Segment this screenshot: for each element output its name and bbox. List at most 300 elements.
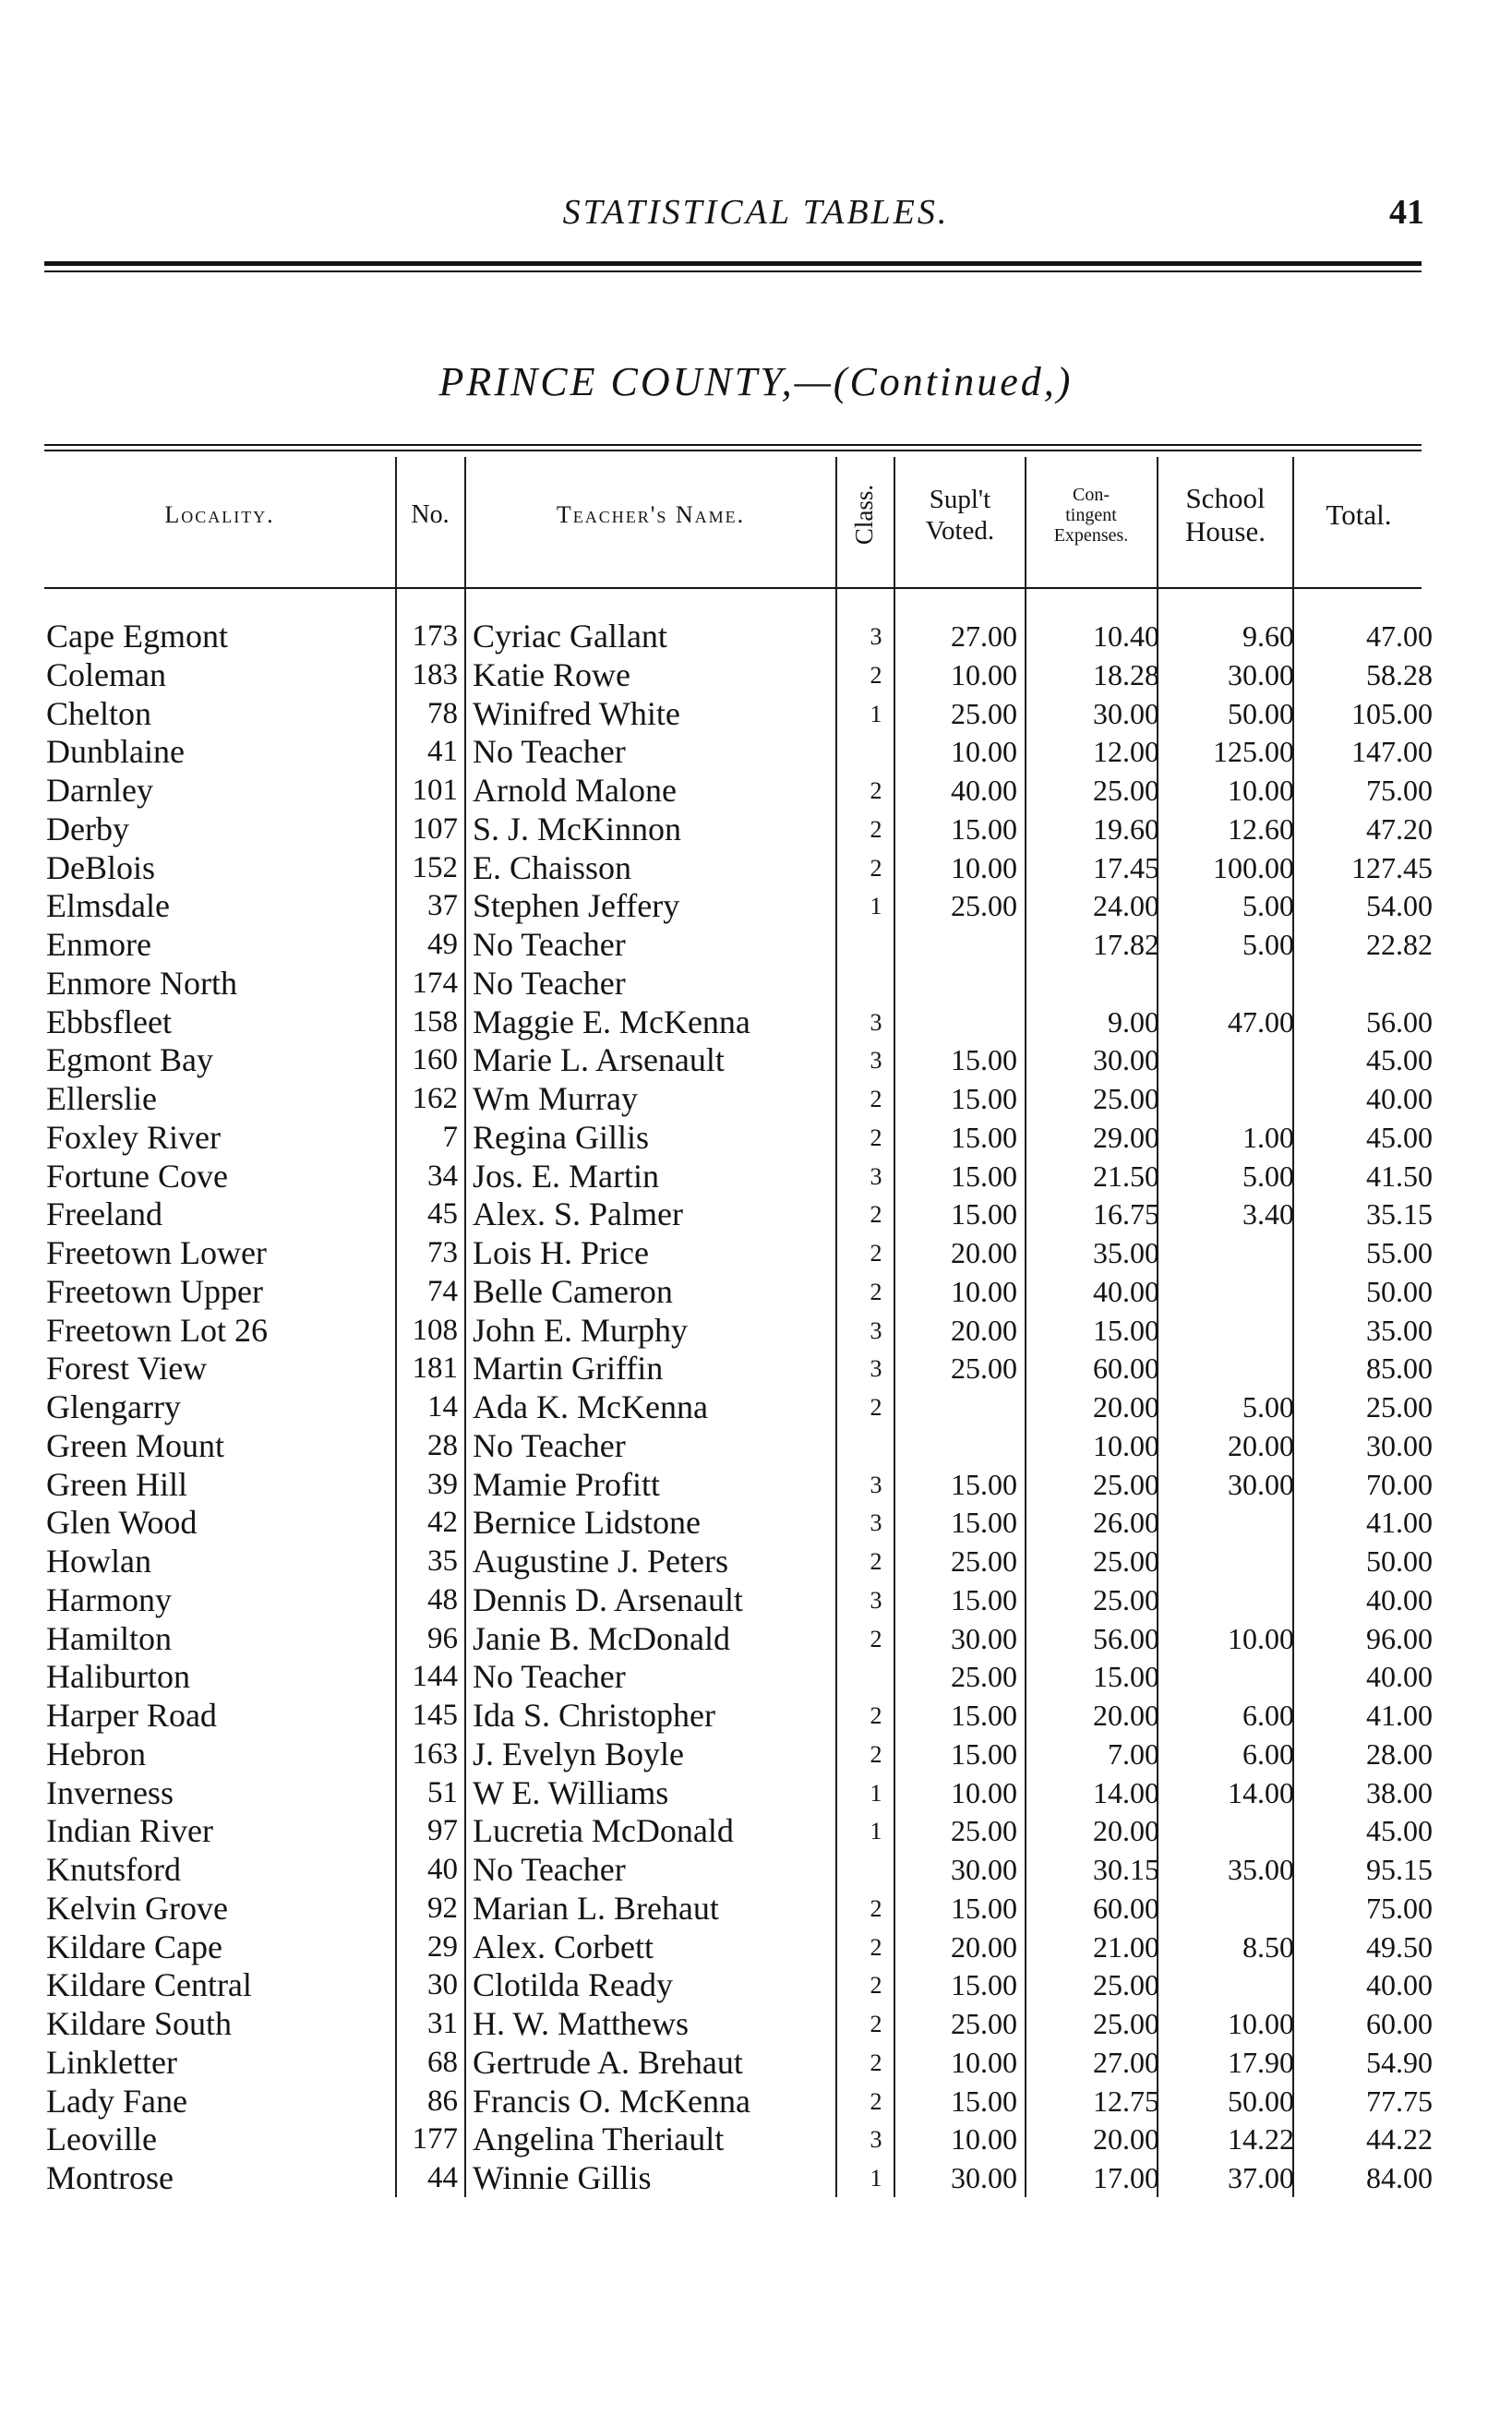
cell-locality: Enmore <box>46 926 151 963</box>
cell-school-house: 125.00 <box>1213 735 1294 769</box>
cell-contingent-expenses: 17.82 <box>1093 928 1159 961</box>
cell-total <box>1302 965 1433 1003</box>
header-school-line1: School <box>1185 481 1266 514</box>
cell-contingent-expenses: 21.50 <box>1093 1159 1159 1193</box>
cell-contingent-expenses: 16.75 <box>1093 1197 1159 1232</box>
cell-teacher-name: Alex. Corbett <box>473 1928 654 1965</box>
cell-teacher-name: Stephen Jeffery <box>473 887 680 925</box>
cell-total: 84.00 <box>1366 2161 1433 2194</box>
header-contingent-expenses <box>1026 457 1156 572</box>
cell-total: 75.00 <box>1366 1891 1433 1925</box>
cell-locality: Green Hill <box>46 1465 187 1503</box>
header-locality: Locality. <box>164 500 275 528</box>
cell-supl-voted <box>905 1388 1017 1427</box>
cell-contingent-expenses: 12.00 <box>1093 735 1159 769</box>
cell-school-house: 6.00 <box>1242 1736 1294 1771</box>
cell-locality: DeBlois <box>46 848 156 886</box>
table-row <box>0 849 1512 888</box>
cell-class: 1 <box>870 1779 882 1807</box>
cell-total: 40.00 <box>1366 1660 1433 1694</box>
cell-contingent-expenses: 56.00 <box>1093 1621 1159 1655</box>
cell-school-house <box>1163 1312 1294 1351</box>
cell-supl-voted: 25.00 <box>951 1352 1017 1386</box>
cell-class: 3 <box>870 1162 882 1190</box>
cell-teacher-name: Alex. S. Palmer <box>473 1195 683 1233</box>
cell-school-house: 30.00 <box>1228 657 1294 691</box>
cell-school-house <box>1163 1890 1294 1928</box>
cell-school-number: 7 <box>442 1120 458 1154</box>
cell-teacher-name: Lucretia McDonald <box>473 1812 734 1850</box>
cell-contingent-expenses: 20.00 <box>1093 2122 1159 2157</box>
cell-teacher-name: W E. Williams <box>473 1773 669 1811</box>
cell-school-house: 6.00 <box>1242 1699 1294 1732</box>
cell-class <box>863 1851 889 1890</box>
cell-teacher-name: Cyriac Gallant <box>473 618 667 655</box>
cell-teacher-name: Angelina Theriault <box>473 2121 725 2158</box>
cell-supl-voted: 15.00 <box>951 1506 1017 1540</box>
table-row <box>0 1041 1512 1080</box>
cell-supl-voted: 27.00 <box>951 619 1017 653</box>
header-no: No. <box>411 499 450 529</box>
cell-class <box>863 965 889 1003</box>
cell-teacher-name: Wm Murray <box>473 1080 638 1117</box>
cell-school-house <box>1163 1812 1294 1851</box>
table-row <box>0 1234 1512 1273</box>
cell-school-house: 10.00 <box>1228 774 1294 807</box>
cell-supl-voted: 10.00 <box>951 850 1017 884</box>
cell-teacher-name: H. W. Matthews <box>473 2005 689 2042</box>
cell-supl-voted: 10.00 <box>951 2045 1017 2079</box>
header-total: Total. <box>1326 498 1392 531</box>
cell-school-number: 97 <box>427 1814 458 1848</box>
cell-school-house: 3.40 <box>1242 1197 1294 1232</box>
cell-supl-voted: 25.00 <box>951 2007 1017 2040</box>
cell-supl-voted: 25.00 <box>951 889 1017 923</box>
cell-class <box>863 926 889 965</box>
table-top-rule-2 <box>44 450 1422 451</box>
cell-teacher-name: No Teacher <box>473 1426 626 1464</box>
cell-locality: Freetown Lot 26 <box>46 1311 268 1349</box>
cell-school-number: 158 <box>412 1004 458 1039</box>
cell-supl-voted: 25.00 <box>951 1660 1017 1694</box>
cell-school-number: 28 <box>427 1428 458 1462</box>
cell-supl-voted: 15.00 <box>951 2084 1017 2118</box>
cell-locality: Glen Wood <box>46 1504 198 1542</box>
cell-teacher-name: Regina Gillis <box>473 1118 649 1156</box>
cell-school-number: 37 <box>427 889 458 923</box>
cell-total: 38.00 <box>1366 1775 1433 1809</box>
table-row <box>0 2044 1512 2083</box>
cell-school-number: 30 <box>427 1968 458 2002</box>
cell-class: 3 <box>870 1509 882 1537</box>
cell-supl-voted: 15.00 <box>951 1043 1017 1077</box>
header-supl-voted <box>895 457 1025 572</box>
cell-total: 45.00 <box>1366 1043 1433 1077</box>
cell-contingent-expenses: 25.00 <box>1093 774 1159 807</box>
cell-total: 41.00 <box>1366 1699 1433 1732</box>
cell-contingent-expenses: 20.00 <box>1093 1814 1159 1848</box>
cell-total: 56.00 <box>1366 1004 1433 1039</box>
header-teacher-name: Teacher's Name. <box>556 500 746 528</box>
cell-school-number: 152 <box>412 850 458 884</box>
cell-supl-voted: 25.00 <box>951 696 1017 730</box>
cell-supl-voted: 15.00 <box>951 1197 1017 1232</box>
cell-locality: Kelvin Grove <box>46 1889 228 1927</box>
cell-class: 2 <box>870 777 882 804</box>
header-cont-line1: Con- <box>1072 484 1110 505</box>
cell-contingent-expenses: 40.00 <box>1093 1274 1159 1308</box>
table-body <box>0 618 1512 2198</box>
cell-contingent-expenses: 26.00 <box>1093 1506 1159 1540</box>
cell-school-number: 160 <box>412 1043 458 1077</box>
table-row <box>0 1427 1512 1466</box>
cell-locality: Haliburton <box>46 1658 190 1696</box>
cell-contingent-expenses: 12.75 <box>1093 2084 1159 2118</box>
cell-locality: Green Mount <box>46 1426 224 1464</box>
cell-contingent-expenses: 10.00 <box>1093 1428 1159 1462</box>
cell-locality: Inverness <box>46 1773 174 1811</box>
cell-school-number: 39 <box>427 1467 458 1501</box>
cell-class: 2 <box>870 1201 882 1229</box>
table-row <box>0 811 1512 849</box>
cell-contingent-expenses: 19.60 <box>1093 811 1159 846</box>
cell-class: 3 <box>870 2126 882 2154</box>
table-row <box>0 1195 1512 1234</box>
cell-total: 45.00 <box>1366 1814 1433 1848</box>
cell-total: 54.00 <box>1366 889 1433 923</box>
cell-school-number: 74 <box>427 1274 458 1308</box>
cell-supl-voted: 15.00 <box>951 1467 1017 1501</box>
cell-total: 41.00 <box>1366 1506 1433 1540</box>
cell-supl-voted: 15.00 <box>951 1582 1017 1616</box>
cell-school-number: 45 <box>427 1197 458 1232</box>
cell-supl-voted: 10.00 <box>951 657 1017 691</box>
table-row <box>0 2159 1512 2198</box>
cell-supl-voted: 15.00 <box>951 1736 1017 1771</box>
cell-school-house: 35.00 <box>1228 1853 1294 1886</box>
cell-total: 40.00 <box>1366 1968 1433 2002</box>
cell-class <box>863 1427 889 1466</box>
cell-teacher-name: Gertrude A. Brehaut <box>473 2043 743 2081</box>
cell-locality: Fortune Cove <box>46 1157 228 1195</box>
cell-total: 28.00 <box>1366 1736 1433 1771</box>
cell-total: 22.82 <box>1366 928 1433 961</box>
cell-contingent-expenses: 14.00 <box>1093 1775 1159 1809</box>
cell-teacher-name: Marian L. Brehaut <box>473 1889 719 1927</box>
cell-total: 75.00 <box>1366 774 1433 807</box>
cell-school-house: 14.00 <box>1228 1775 1294 1809</box>
cell-school-house: 9.60 <box>1242 619 1294 653</box>
cell-school-house <box>1163 965 1294 1003</box>
cell-school-house: 37.00 <box>1228 2161 1294 2194</box>
table-row <box>0 1851 1512 1890</box>
cell-school-number: 145 <box>412 1699 458 1732</box>
cell-class <box>863 733 889 772</box>
cell-school-house: 5.00 <box>1242 928 1294 961</box>
header-bottom-rule <box>44 587 1422 589</box>
cell-teacher-name: Winifred White <box>473 694 680 732</box>
table-row <box>0 1119 1512 1158</box>
cell-contingent-expenses: 7.00 <box>1108 1736 1159 1771</box>
cell-school-house <box>1163 1658 1294 1697</box>
cell-teacher-name: No Teacher <box>473 733 626 771</box>
cell-teacher-name: No Teacher <box>473 1851 626 1888</box>
cell-total: 85.00 <box>1366 1352 1433 1386</box>
cell-school-house <box>1163 1543 1294 1581</box>
cell-class: 1 <box>870 893 882 920</box>
cell-class: 2 <box>870 1972 882 2000</box>
cell-total: 40.00 <box>1366 1082 1433 1115</box>
cell-class: 2 <box>870 1702 882 1729</box>
cell-class: 1 <box>870 1818 882 1845</box>
cell-supl-voted: 25.00 <box>951 1544 1017 1578</box>
cell-locality: Glengarry <box>46 1388 181 1425</box>
cell-total: 105.00 <box>1351 696 1433 730</box>
cell-contingent-expenses: 30.00 <box>1093 696 1159 730</box>
table-row <box>0 1312 1512 1351</box>
cell-class: 2 <box>870 1933 882 1961</box>
cell-teacher-name: Mamie Profitt <box>473 1465 660 1503</box>
cell-contingent-expenses: 25.00 <box>1093 2007 1159 2040</box>
cell-school-number: 49 <box>427 928 458 961</box>
cell-school-number: 92 <box>427 1891 458 1925</box>
cell-class: 2 <box>870 661 882 689</box>
cell-school-number: 183 <box>412 657 458 691</box>
cell-locality: Leoville <box>46 2121 157 2158</box>
cell-total: 60.00 <box>1366 2007 1433 2040</box>
cell-school-number: 41 <box>427 735 458 769</box>
cell-locality: Kildare Central <box>46 1966 252 2004</box>
cell-school-number: 68 <box>427 2045 458 2079</box>
cell-total: 35.15 <box>1366 1197 1433 1232</box>
table-row <box>0 965 1512 1003</box>
cell-school-house <box>1163 1504 1294 1543</box>
table-row <box>0 1966 1512 2005</box>
cell-class: 2 <box>870 1548 882 1575</box>
cell-locality: Indian River <box>46 1812 213 1850</box>
cell-supl-voted: 30.00 <box>951 2161 1017 2194</box>
cell-school-house <box>1163 1581 1294 1620</box>
table-row <box>0 1658 1512 1697</box>
cell-school-house: 5.00 <box>1242 1390 1294 1424</box>
cell-school-number: 108 <box>412 1313 458 1347</box>
cell-school-number: 78 <box>427 696 458 730</box>
cell-supl-voted: 20.00 <box>951 1313 1017 1347</box>
cell-class: 3 <box>870 623 882 650</box>
cell-school-house: 50.00 <box>1228 2084 1294 2118</box>
header-rule-thick <box>44 261 1422 266</box>
table-row <box>0 1581 1512 1620</box>
cell-contingent-expenses: 30.15 <box>1093 1853 1159 1886</box>
cell-locality: Kildare Cape <box>46 1928 222 1965</box>
cell-teacher-name: Maggie E. McKenna <box>473 1003 750 1040</box>
cell-contingent-expenses: 15.00 <box>1093 1313 1159 1347</box>
cell-teacher-name: J. Evelyn Boyle <box>473 1735 684 1772</box>
cell-locality: Freetown Lower <box>46 1234 267 1271</box>
cell-supl-voted: 10.00 <box>951 2122 1017 2157</box>
cell-school-number: 48 <box>427 1582 458 1616</box>
cell-contingent-expenses: 29.00 <box>1093 1120 1159 1154</box>
table-row <box>0 1388 1512 1427</box>
cell-total: 41.50 <box>1366 1159 1433 1193</box>
cell-teacher-name: Jos. E. Martin <box>473 1157 659 1195</box>
cell-supl-voted: 25.00 <box>951 1814 1017 1848</box>
cell-contingent-expenses: 25.00 <box>1093 1544 1159 1578</box>
cell-supl-voted: 15.00 <box>951 1968 1017 2002</box>
cell-total: 47.20 <box>1366 811 1433 846</box>
table-row <box>0 1928 1512 1967</box>
cell-school-number: 40 <box>427 1853 458 1886</box>
table-row <box>0 618 1512 656</box>
table-row <box>0 1466 1512 1505</box>
cell-supl-voted: 10.00 <box>951 735 1017 769</box>
cell-contingent-expenses: 20.00 <box>1093 1390 1159 1424</box>
cell-class: 3 <box>870 1008 882 1036</box>
cell-supl-voted: 15.00 <box>951 1082 1017 1115</box>
table-row <box>0 1504 1512 1543</box>
cell-locality: Cape Egmont <box>46 618 228 655</box>
cell-locality: Lady Fane <box>46 2082 187 2120</box>
cell-school-house <box>1163 1350 1294 1388</box>
cell-school-number: 177 <box>412 2122 458 2157</box>
cell-contingent-expenses: 17.00 <box>1093 2161 1159 2194</box>
cell-class: 2 <box>870 1894 882 1922</box>
table-row <box>0 1812 1512 1851</box>
cell-class: 2 <box>870 2087 882 2115</box>
cell-contingent-expenses: 25.00 <box>1093 1582 1159 1616</box>
cell-locality: Elmsdale <box>46 887 170 925</box>
cell-locality: Harper Road <box>46 1697 217 1734</box>
table-row <box>0 1890 1512 1928</box>
table-row <box>0 1543 1512 1581</box>
table-row <box>0 1697 1512 1736</box>
cell-school-number: 163 <box>412 1736 458 1771</box>
cell-teacher-name: Katie Rowe <box>473 655 630 693</box>
cell-school-house: 14.22 <box>1228 2122 1294 2157</box>
cell-contingent-expenses: 30.00 <box>1093 1043 1159 1077</box>
cell-school-house: 20.00 <box>1228 1428 1294 1462</box>
cell-class: 2 <box>870 2011 882 2037</box>
header-cont-line3: Expenses. <box>1053 524 1129 546</box>
cell-contingent-expenses: 60.00 <box>1093 1352 1159 1386</box>
table-row <box>0 1620 1512 1659</box>
cell-locality: Kildare South <box>46 2005 232 2042</box>
cell-class: 3 <box>870 1355 882 1383</box>
cell-class: 2 <box>870 815 882 843</box>
table-row <box>0 1273 1512 1312</box>
table-row <box>0 733 1512 772</box>
cell-school-number: 34 <box>427 1159 458 1193</box>
table-row <box>0 2121 1512 2159</box>
cell-total: 40.00 <box>1366 1582 1433 1616</box>
cell-school-house <box>1163 1234 1294 1273</box>
header-rule-thin <box>44 270 1422 272</box>
cell-class: 2 <box>870 1123 882 1151</box>
header-school-house <box>1158 457 1292 572</box>
table-row <box>0 656 1512 695</box>
cell-teacher-name: No Teacher <box>473 964 626 1002</box>
table-row <box>0 1003 1512 1042</box>
cell-total: 25.00 <box>1366 1390 1433 1424</box>
cell-contingent-expenses: 17.45 <box>1093 850 1159 884</box>
cell-contingent-expenses: 15.00 <box>1093 1660 1159 1694</box>
cell-supl-voted <box>905 1003 1017 1042</box>
cell-school-number: 101 <box>412 774 458 807</box>
table-row <box>0 1774 1512 1813</box>
cell-contingent-expenses: 10.40 <box>1093 619 1159 653</box>
cell-total: 50.00 <box>1366 1274 1433 1308</box>
cell-teacher-name: E. Chaisson <box>473 848 632 886</box>
header-cont-line2: tingent <box>1065 504 1117 525</box>
cell-contingent-expenses: 25.00 <box>1093 1082 1159 1115</box>
cell-school-house: 10.00 <box>1228 2007 1294 2040</box>
cell-school-number: 107 <box>412 811 458 846</box>
cell-school-number: 29 <box>427 1929 458 1964</box>
cell-teacher-name: Bernice Lidstone <box>473 1504 701 1542</box>
cell-locality: Coleman <box>46 655 166 693</box>
cell-total: 96.00 <box>1366 1621 1433 1655</box>
cell-teacher-name: Martin Griffin <box>473 1350 664 1388</box>
header-supl-line1: Supl't <box>929 484 991 514</box>
cell-total: 95.15 <box>1366 1853 1433 1886</box>
cell-teacher-name: S. J. McKinnon <box>473 810 682 847</box>
cell-school-house: 10.00 <box>1228 1621 1294 1655</box>
cell-supl-voted: 30.00 <box>951 1621 1017 1655</box>
cell-contingent-expenses: 9.00 <box>1108 1004 1159 1039</box>
cell-school-house: 17.90 <box>1228 2045 1294 2079</box>
header-class <box>837 457 893 572</box>
cell-total: 147.00 <box>1351 735 1433 769</box>
cell-supl-voted: 15.00 <box>951 1120 1017 1154</box>
cell-teacher-name: Marie L. Arsenault <box>473 1041 725 1079</box>
cell-school-number: 73 <box>427 1236 458 1269</box>
cell-contingent-expenses: 24.00 <box>1093 889 1159 923</box>
cell-supl-voted: 10.00 <box>951 1274 1017 1308</box>
cell-school-house <box>1163 1080 1294 1119</box>
cell-class: 2 <box>870 1740 882 1768</box>
cell-teacher-name: Lois H. Price <box>473 1234 649 1271</box>
cell-supl-voted: 15.00 <box>951 1891 1017 1925</box>
cell-school-number: 31 <box>427 2007 458 2040</box>
cell-school-house: 50.00 <box>1228 696 1294 730</box>
cell-locality: Enmore North <box>46 964 237 1002</box>
cell-locality: Foxley River <box>46 1118 221 1156</box>
header-supl-line2: Voted. <box>925 515 995 546</box>
cell-total: 49.50 <box>1366 1929 1433 1964</box>
cell-class: 2 <box>870 1278 882 1305</box>
cell-total: 70.00 <box>1366 1467 1433 1501</box>
cell-locality: Ellerslie <box>46 1080 157 1117</box>
cell-school-number: 51 <box>427 1775 458 1809</box>
running-head <box>0 192 1512 247</box>
cell-school-house <box>1163 1273 1294 1312</box>
cell-supl-voted: 10.00 <box>951 1775 1017 1809</box>
cell-contingent-expenses: 18.28 <box>1093 657 1159 691</box>
cell-locality: Freetown Upper <box>46 1272 263 1310</box>
cell-school-number: 162 <box>412 1082 458 1115</box>
cell-locality: Freeland <box>46 1195 162 1233</box>
cell-teacher-name: Augustine J. Peters <box>473 1543 728 1580</box>
cell-total: 44.22 <box>1366 2122 1433 2157</box>
table-row <box>0 772 1512 811</box>
cell-school-number: 144 <box>412 1660 458 1694</box>
cell-supl-voted: 15.00 <box>951 811 1017 846</box>
cell-contingent-expenses: 21.00 <box>1093 1929 1159 1964</box>
cell-locality: Howlan <box>46 1543 151 1580</box>
cell-total: 55.00 <box>1366 1236 1433 1269</box>
table-row <box>0 1080 1512 1119</box>
table-row <box>0 695 1512 734</box>
